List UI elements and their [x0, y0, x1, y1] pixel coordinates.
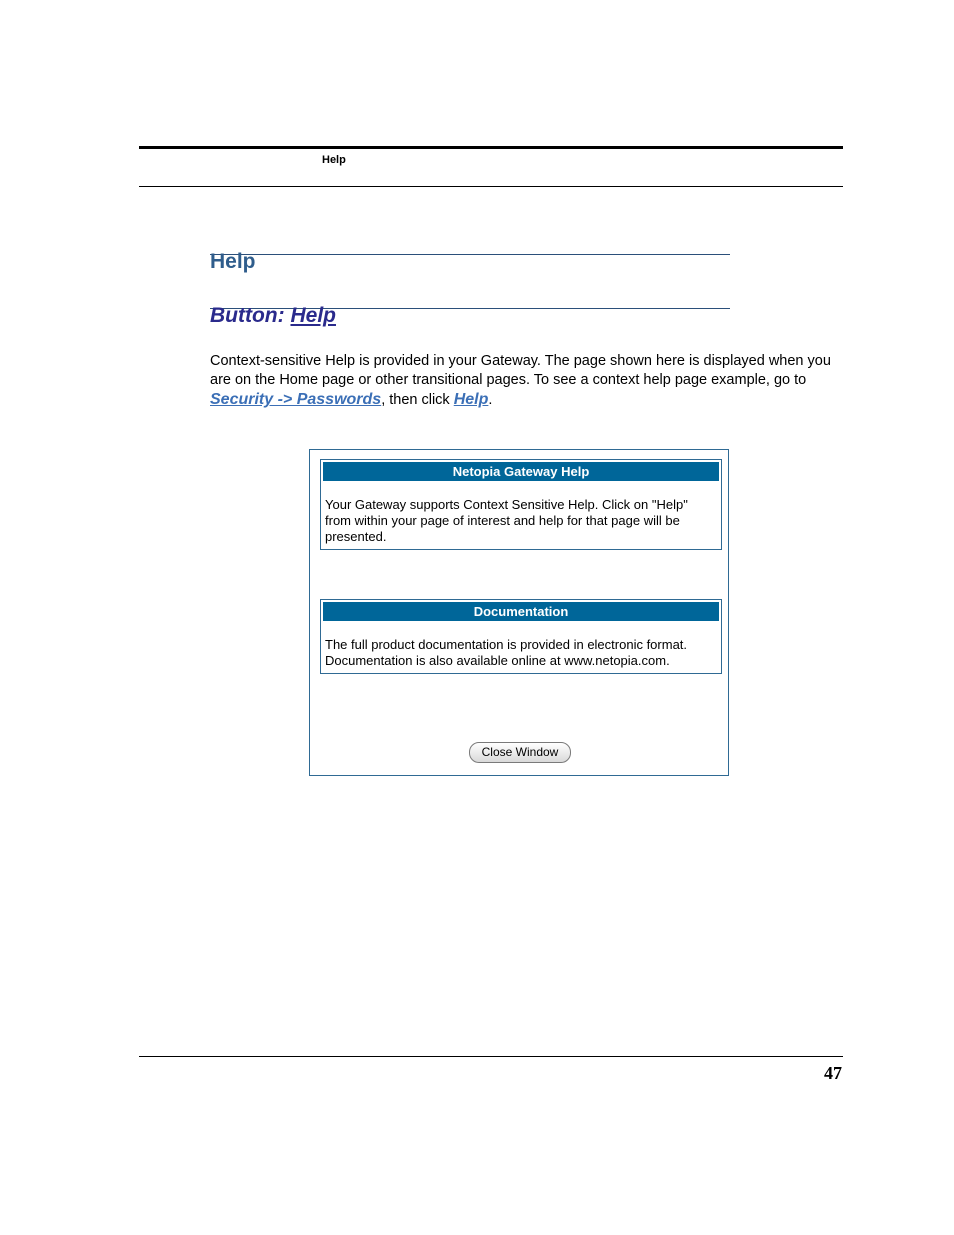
paragraph-text-3: . [488, 392, 493, 408]
help-link[interactable]: Help [453, 391, 489, 408]
header-top-rule [139, 146, 843, 149]
gateway-help-panel [320, 459, 722, 550]
footer-rule [139, 1056, 843, 1057]
header-bottom-rule [139, 186, 843, 187]
section-title-rule [210, 254, 730, 255]
close-window-button[interactable]: Close Window [469, 742, 571, 763]
paragraph-text-1: Context-sensitive Help is provided in your Gateway. The page shown here is displayed when you are on the Home page or other transitional pages. To see a context help page example, go to [210, 353, 831, 388]
documentation-panel-title: Documentation [323, 602, 719, 621]
paragraph-text-2: , then click [381, 392, 454, 408]
help-window-screenshot [309, 449, 729, 776]
section-title: Help [210, 250, 256, 273]
security-passwords-link[interactable]: Security -> Passwords [210, 391, 382, 408]
help-button-link[interactable]: Help [290, 304, 336, 327]
subsection-prefix: Button: [210, 304, 291, 327]
documentation-panel-body: The full product documentation is provided in electronic format. Documentation is also available online at www.netopia.com. [325, 637, 688, 668]
subsection-title [210, 304, 336, 328]
intro-paragraph [210, 352, 835, 410]
page-number: 47 [824, 1063, 842, 1083]
gateway-help-panel-title: Netopia Gateway Help [323, 462, 719, 481]
documentation-panel [320, 599, 722, 674]
running-header: Help [322, 154, 346, 166]
gateway-help-panel-body: Your Gateway supports Context Sensitive Help. Click on "Help" from within your page of interest and help for that page will be presented. [325, 497, 688, 544]
